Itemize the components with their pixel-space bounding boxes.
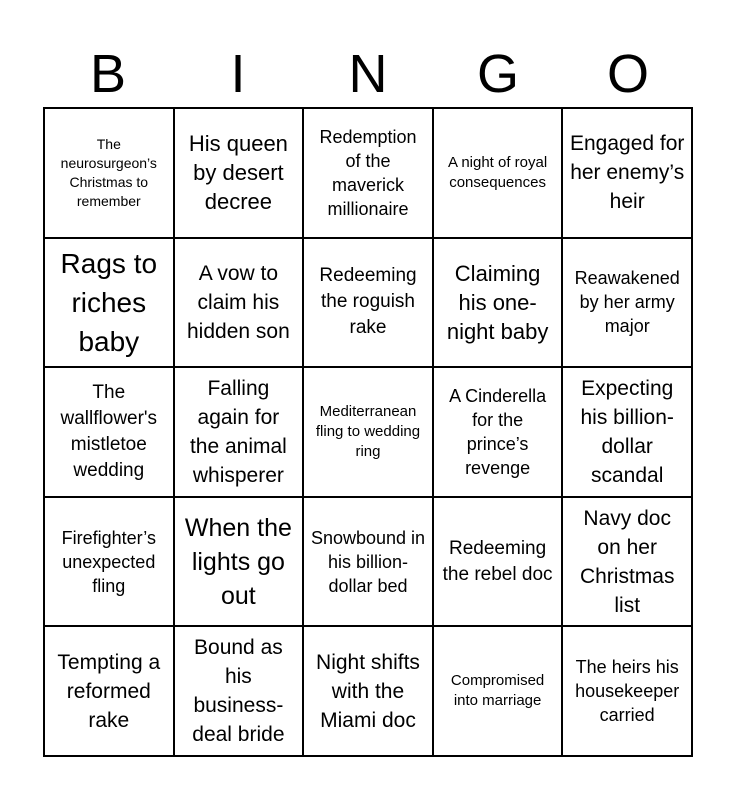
- bingo-header: [43, 42, 693, 106]
- bingo-cell[interactable]: [175, 498, 305, 628]
- bingo-cell[interactable]: [434, 109, 564, 239]
- bingo-cell[interactable]: [45, 498, 175, 628]
- cell-text: Navy doc on her Christmas list: [579, 506, 675, 617]
- cell-text: Expecting his billion-dollar scandal: [580, 376, 674, 487]
- bingo-cell[interactable]: [45, 109, 175, 239]
- bingo-cell[interactable]: [304, 368, 434, 498]
- bingo-cell[interactable]: [175, 109, 305, 239]
- cell-text: When the lights go out: [184, 513, 292, 610]
- bingo-cell[interactable]: [563, 498, 693, 628]
- bingo-cell[interactable]: [304, 109, 434, 239]
- bingo-cell[interactable]: [304, 498, 434, 628]
- cell-text: A night of royal consequences: [447, 153, 548, 191]
- bingo-cell[interactable]: [563, 109, 693, 239]
- header-letter-b: B: [89, 44, 127, 104]
- cell-text: The neurosurgeon’s Christmas to remember: [60, 135, 157, 209]
- bingo-cell[interactable]: [563, 627, 693, 757]
- header-letter-i: I: [230, 44, 246, 104]
- bingo-cell[interactable]: [434, 627, 564, 757]
- cell-text: Compromised into marriage: [450, 672, 545, 710]
- bingo-cell[interactable]: [45, 368, 175, 498]
- bingo-cell[interactable]: [563, 368, 693, 498]
- bingo-card-grid: [43, 107, 693, 757]
- bingo-cell[interactable]: [175, 627, 305, 757]
- bingo-cell[interactable]: [45, 627, 175, 757]
- bingo-cell[interactable]: [45, 239, 175, 369]
- bingo-cell[interactable]: [304, 239, 434, 369]
- bingo-cell[interactable]: [434, 368, 564, 498]
- cell-text: Rags to riches baby: [60, 247, 158, 357]
- cell-text: Claiming his one-night baby: [446, 260, 549, 344]
- header-letter-o: O: [606, 44, 649, 104]
- cell-text: His queen by desert decree: [188, 131, 288, 215]
- cell-text: Engaged for her enemy’s heir: [569, 132, 685, 214]
- cell-text: Tempting a reformed rake: [57, 650, 161, 732]
- cell-text: A vow to claim his hidden son: [187, 261, 290, 343]
- bingo-cell[interactable]: [563, 239, 693, 369]
- cell-text: Redeeming the rebel doc: [442, 537, 553, 585]
- bingo-cell[interactable]: [175, 368, 305, 498]
- cell-text: Firefighter’s unexpected fling: [61, 527, 156, 596]
- cell-text: Falling again for the animal whisperer: [189, 376, 287, 487]
- cell-text: The wallflower's mistletoe wedding: [60, 381, 158, 481]
- cell-text: Night shifts with the Miami doc: [316, 650, 420, 732]
- bingo-cell[interactable]: [304, 627, 434, 757]
- header-letter-g: G: [476, 44, 519, 104]
- bingo-cell[interactable]: [175, 239, 305, 369]
- cell-text: A Cinderella for the prince’s revenge: [449, 385, 547, 478]
- cell-text: Reawakened by her army major: [574, 268, 680, 337]
- cell-text: Snowbound in his billion-dollar bed: [310, 527, 426, 596]
- header-letter-n: N: [348, 44, 388, 104]
- cell-text: Redeeming the roguish rake: [319, 265, 417, 339]
- bingo-cell[interactable]: [434, 239, 564, 369]
- cell-text: The heirs his housekeeper carried: [575, 657, 680, 726]
- cell-text: Mediterranean fling to wedding ring: [315, 402, 421, 460]
- cell-text: Redemption of the maverick millionaire: [319, 126, 417, 219]
- cell-text: Bound as his business-deal bride: [192, 636, 285, 747]
- bingo-cell[interactable]: [434, 498, 564, 628]
